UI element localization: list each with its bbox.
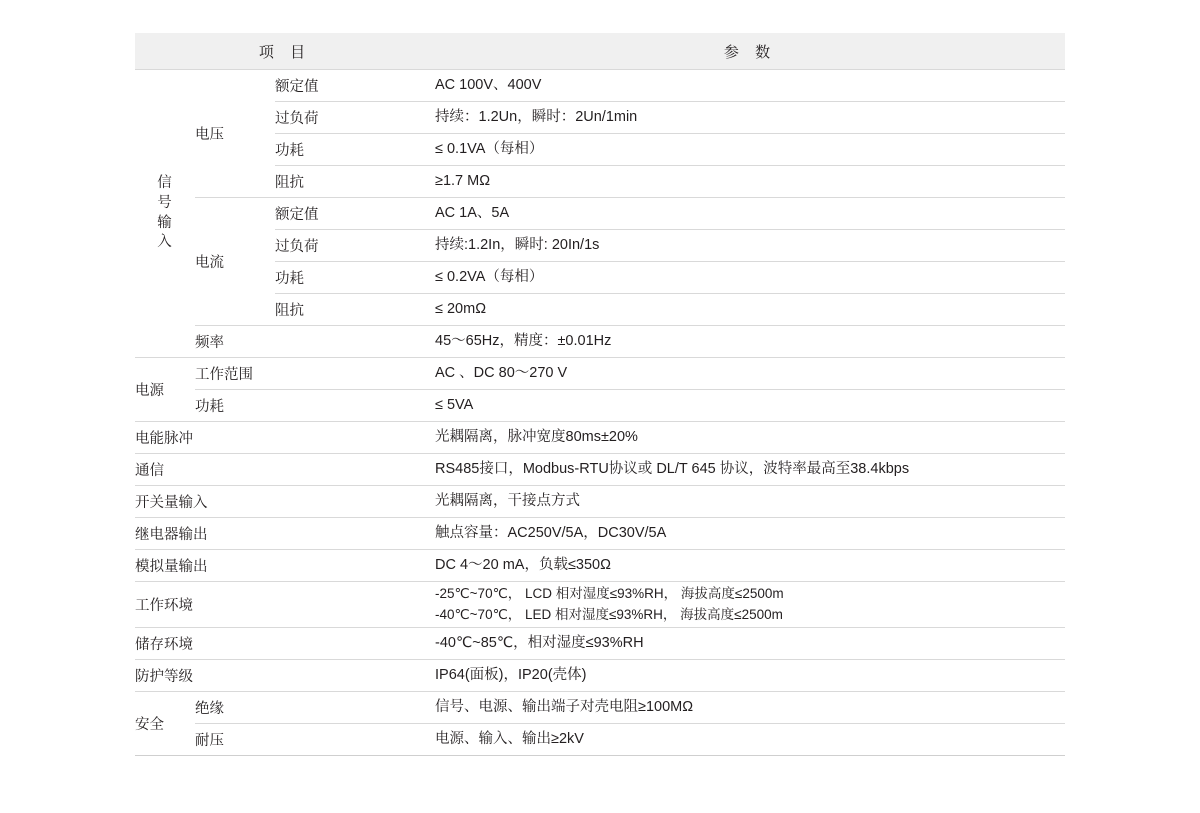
row-value: 持续：1.2Un，瞬时：2Un/1min xyxy=(435,102,1065,134)
table-row xyxy=(135,198,1065,230)
row-value: AC 100V、400V xyxy=(435,70,1065,102)
row-label: 阻抗 xyxy=(275,166,435,198)
table-row xyxy=(135,454,1065,486)
row-label-frequency: 频率 xyxy=(195,326,435,358)
row-label-protection-level: 防护等级 xyxy=(135,660,435,692)
row-value: ≤ 0.2VA（每相） xyxy=(435,262,1065,294)
row-value: ≤ 0.1VA（每相） xyxy=(435,134,1065,166)
row-value: 持续:1.2In，瞬时: 20In/1s xyxy=(435,230,1065,262)
row-value: 电源、输入、输出≥2kV xyxy=(435,724,1065,756)
table-row xyxy=(135,486,1065,518)
subgroup-current: 电流 xyxy=(195,198,275,326)
group-signal-input: 信 号 输 入 xyxy=(135,70,195,358)
row-value: 信号、电源、输出端子对壳电阻≥100MΩ xyxy=(435,692,1065,724)
table-row xyxy=(135,134,1065,166)
row-value: ≤ 5VA xyxy=(435,390,1065,422)
group-safety: 安全 xyxy=(135,692,195,756)
row-label-storage-environment: 储存环境 xyxy=(135,628,435,660)
row-label: 额定值 xyxy=(275,198,435,230)
table-row xyxy=(135,358,1065,390)
row-label-communication: 通信 xyxy=(135,454,435,486)
table-row xyxy=(135,390,1065,422)
table-row xyxy=(135,660,1065,692)
header-param-cell: 参 数 xyxy=(435,33,1065,70)
row-value: 光耦隔离，脉冲宽度80ms±20% xyxy=(435,422,1065,454)
table-row xyxy=(135,550,1065,582)
env-line-lcd: -25℃~70℃， LCD 相对湿度≤93%RH， 海拔高度≤2500m xyxy=(435,586,784,602)
row-value: ≤ 20mΩ xyxy=(435,294,1065,326)
table-row xyxy=(135,692,1065,724)
row-value: ≥1.7 MΩ xyxy=(435,166,1065,198)
row-label-digital-input: 开关量输入 xyxy=(135,486,435,518)
group-power-supply: 电源 xyxy=(135,358,195,422)
row-value-operating-environment xyxy=(435,582,1065,628)
subgroup-voltage: 电压 xyxy=(195,70,275,198)
table-row xyxy=(135,628,1065,660)
row-value: RS485接口，Modbus-RTU协议或 DL/T 645 协议，波特率最高至38.4kbps xyxy=(435,454,1065,486)
header-item-cell: 项 目 xyxy=(135,33,435,70)
row-value: 光耦隔离，干接点方式 xyxy=(435,486,1065,518)
row-label: 功耗 xyxy=(275,262,435,294)
row-value: 触点容量：AC250V/5A，DC30V/5A xyxy=(435,518,1065,550)
row-label-relay-output: 继电器输出 xyxy=(135,518,435,550)
table-row xyxy=(135,102,1065,134)
row-value: 45～65Hz，精度：±0.01Hz xyxy=(435,326,1065,358)
row-value: -40℃~85℃，相对湿度≤93%RH xyxy=(435,628,1065,660)
row-label: 阻抗 xyxy=(275,294,435,326)
table-row xyxy=(135,294,1065,326)
row-label: 功耗 xyxy=(195,390,435,422)
table-row xyxy=(135,70,1065,102)
specification-table xyxy=(135,33,1065,756)
row-label: 过负荷 xyxy=(275,102,435,134)
table-row xyxy=(135,262,1065,294)
table-header-row xyxy=(135,33,1065,70)
table-row xyxy=(135,166,1065,198)
row-label: 功耗 xyxy=(275,134,435,166)
table-row xyxy=(135,230,1065,262)
table-row xyxy=(135,724,1065,756)
row-label: 工作范围 xyxy=(195,358,435,390)
row-label: 过负荷 xyxy=(275,230,435,262)
row-label: 绝缘 xyxy=(195,692,435,724)
table-row xyxy=(135,326,1065,358)
row-label-analog-output: 模拟量输出 xyxy=(135,550,435,582)
row-value: DC 4～20 mA，负载≤350Ω xyxy=(435,550,1065,582)
table-row xyxy=(135,422,1065,454)
row-label-operating-environment: 工作环境 xyxy=(135,582,435,628)
row-label: 耐压 xyxy=(195,724,435,756)
table-row xyxy=(135,518,1065,550)
env-line-led: -40℃~70℃， LED 相对湿度≤93%RH， 海拔高度≤2500m xyxy=(435,606,783,622)
row-value: AC 1A、5A xyxy=(435,198,1065,230)
table-row xyxy=(135,582,1065,628)
row-label: 额定值 xyxy=(275,70,435,102)
row-label-energy-pulse: 电能脉冲 xyxy=(135,422,435,454)
row-value: IP64(面板)，IP20(壳体) xyxy=(435,660,1065,692)
row-value: AC 、DC 80～270 V xyxy=(435,358,1065,390)
